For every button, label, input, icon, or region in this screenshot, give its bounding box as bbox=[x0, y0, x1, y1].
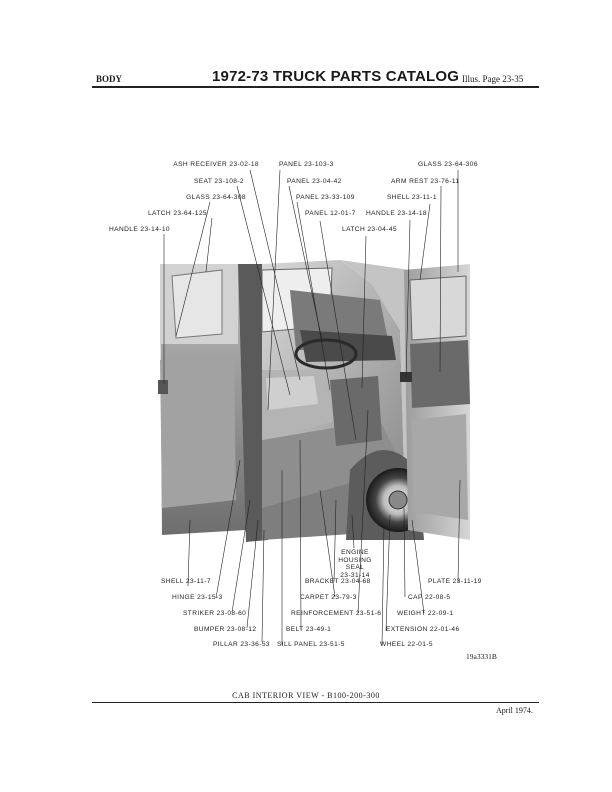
callout-latch-left: LATCH 23-64-125 bbox=[147, 210, 207, 217]
callout-panel-1: PANEL 23-103-3 bbox=[279, 161, 334, 168]
callout-latch-mid: LATCH 23-04-45 bbox=[342, 226, 397, 233]
callout-seat: SEAT 23-108-2 bbox=[193, 178, 244, 185]
figure-caption: CAB INTERIOR VIEW - B100-200-300 bbox=[232, 691, 380, 700]
callout-glass-right: GLASS 23-64-306 bbox=[418, 161, 478, 168]
section-label: BODY bbox=[96, 74, 123, 84]
callout-sill-panel: SILL PANEL 23-51-5 bbox=[277, 641, 345, 648]
left-door bbox=[158, 264, 246, 535]
callout-pillar: PILLAR 23-36-53 bbox=[213, 641, 270, 648]
callout-bracket: BRACKET 23-04-68 bbox=[305, 578, 371, 585]
callout-panel-2: PANEL 23-04-42 bbox=[287, 178, 342, 185]
callout-belt: BELT 23-49-1 bbox=[286, 626, 332, 633]
callout-striker: STRIKER 23-08-60 bbox=[183, 610, 247, 617]
callout-cap: CAP 22-08-5 bbox=[408, 594, 451, 601]
callout-panel-3: PANEL 23-33-109 bbox=[296, 194, 355, 201]
callout-weight: WEIGHT 22-09-1 bbox=[397, 610, 454, 617]
publication-date: April 1974. bbox=[496, 706, 533, 715]
illustration-page-ref: Illus. Page 23-35 bbox=[462, 74, 524, 84]
callout-carpet: CARPET 23-79-3 bbox=[300, 594, 357, 601]
callout-wheel: WHEEL 22-01-5 bbox=[380, 641, 433, 648]
footer-rule bbox=[92, 702, 539, 703]
callout-engine-housing-seal: ENGINE HOUSING SEAL 23-31-14 bbox=[338, 549, 372, 579]
callout-handle-left: HANDLE 23-14-10 bbox=[109, 226, 170, 233]
callout-bumper: BUMPER 23-08-12 bbox=[194, 626, 257, 633]
callout-shell-bottom: SHELL 23-11-7 bbox=[161, 578, 211, 585]
page-title: 1972-73 TRUCK PARTS CATALOG bbox=[212, 68, 460, 85]
figure-id: 19a3331B bbox=[466, 652, 497, 661]
callout-glass-left: GLASS 23-64-308 bbox=[186, 194, 246, 201]
callout-hinge: HINGE 23-15-3 bbox=[172, 594, 223, 601]
callout-handle-right: HANDLE 23-14-18 bbox=[366, 210, 427, 217]
callout-shell-right: SHELL 23-11-1 bbox=[387, 194, 437, 201]
callout-ash-receiver: ASH RECEIVER 23-02-18 bbox=[173, 161, 259, 168]
callout-plate: PLATE 23-11-19 bbox=[428, 578, 482, 585]
callout-extension: EXTENSION 22-01-46 bbox=[386, 626, 460, 633]
callout-arm-rest: ARM REST 23-76-11 bbox=[391, 178, 460, 185]
callout-panel-4: PANEL 12-01-7 bbox=[305, 210, 356, 217]
callout-reinforcement: REINFORCEMENT 23-51-6 bbox=[291, 610, 382, 617]
